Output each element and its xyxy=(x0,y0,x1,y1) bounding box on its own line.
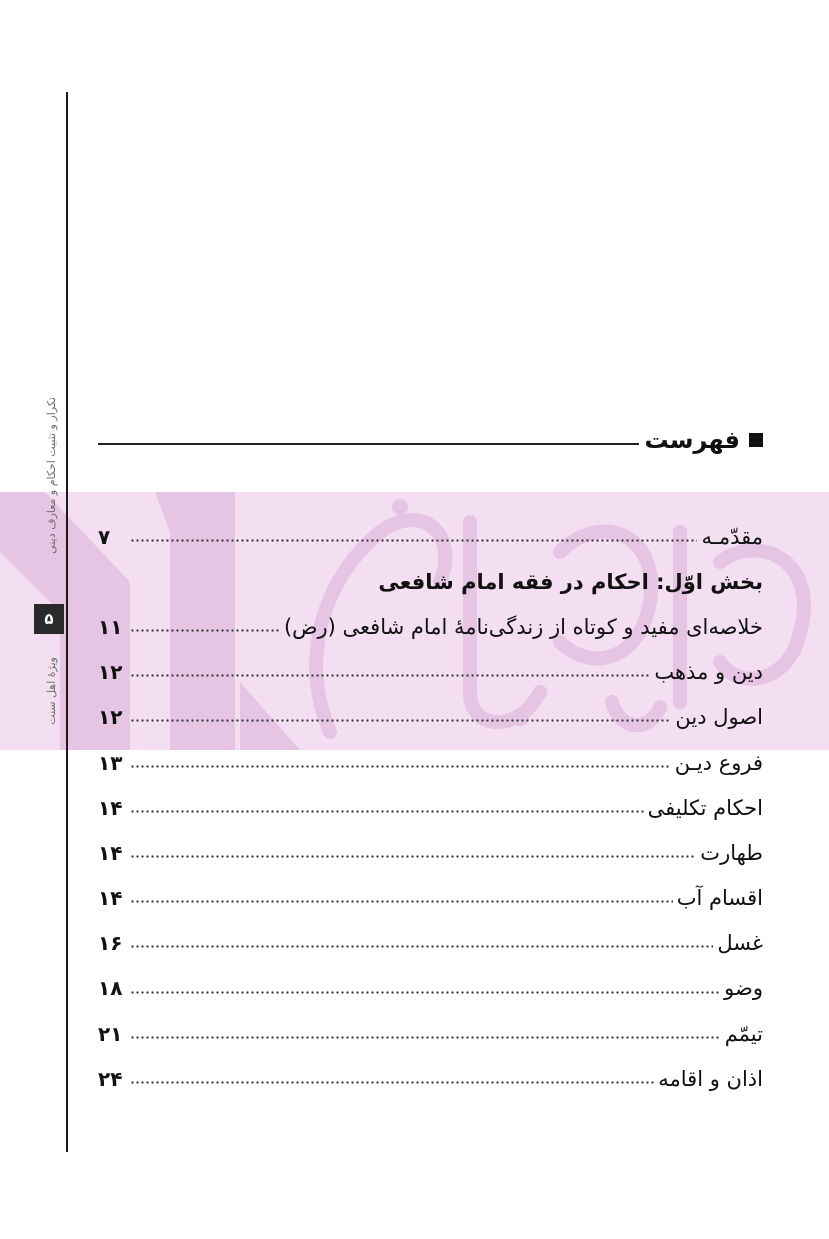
toc-entry[interactable] xyxy=(98,1011,763,1056)
toc-heading xyxy=(98,420,763,460)
toc-section-heading xyxy=(98,559,763,604)
leader-dots xyxy=(130,940,713,954)
toc-entry-title: غسل xyxy=(717,931,763,956)
page-number-badge xyxy=(34,604,64,634)
toc-entry-page: ۱۸ xyxy=(98,976,123,1001)
toc-entry-title: وضو xyxy=(724,976,763,1001)
toc-heading-title: فهرست xyxy=(644,426,740,454)
toc-entry-page: ۱۴ xyxy=(98,795,123,820)
toc-entry[interactable] xyxy=(98,921,763,966)
toc-entry-page: ۲۱ xyxy=(98,1021,123,1046)
toc-entry[interactable] xyxy=(98,830,763,875)
leader-dots xyxy=(130,850,696,864)
toc-entry-page: ۲۴ xyxy=(98,1066,123,1091)
toc-entry[interactable] xyxy=(98,604,763,649)
toc-entry-page: ۱۲ xyxy=(98,660,123,685)
square-bullet-icon xyxy=(749,433,763,447)
leader-dots xyxy=(130,714,671,728)
toc-entry[interactable] xyxy=(98,785,763,830)
toc-entry[interactable] xyxy=(98,695,763,740)
toc-entry-title: اصول دین xyxy=(675,705,763,730)
leader-dots xyxy=(130,759,671,773)
toc-entry[interactable] xyxy=(98,740,763,785)
leader-dots xyxy=(130,804,644,818)
toc-entry-page: ۱۳ xyxy=(98,750,123,775)
toc-entry-title: اقسام آب xyxy=(676,886,763,911)
toc-section-title: بخش اوّل: احکام در فقه امام شافعی xyxy=(378,569,763,594)
toc-entry-title: فروع دیـن xyxy=(674,750,763,775)
toc-entry[interactable] xyxy=(98,1056,763,1101)
toc-entry-page: ۱۲ xyxy=(98,705,123,730)
leader-dots xyxy=(130,669,650,683)
toc-entry-title: اذان و اقامه xyxy=(658,1066,763,1091)
running-header-subtitle xyxy=(36,636,66,746)
toc-entry-page: ۱۴ xyxy=(98,886,123,911)
toc-entry[interactable] xyxy=(98,876,763,921)
toc-entry[interactable] xyxy=(98,514,763,559)
running-header-book-title xyxy=(36,350,66,600)
toc-entry-page: ۱۴ xyxy=(98,840,123,865)
toc-entry-title: مقدّمـه xyxy=(701,524,763,549)
toc-entry-title: دین و مذهب xyxy=(654,660,763,685)
leader-dots xyxy=(130,533,697,547)
toc-entry-page: ۱۶ xyxy=(98,931,123,956)
leader-dots xyxy=(130,1030,721,1044)
margin-rule xyxy=(66,92,68,1152)
leader-dots xyxy=(130,985,720,999)
leader-dots xyxy=(130,1075,654,1089)
toc-entry[interactable] xyxy=(98,650,763,695)
toc-entry-title: خلاصه‌ای مفید و کوتاه از زندگی‌نامهٔ امام شافعی (رض) xyxy=(283,614,763,639)
toc-entry-title: طهارت xyxy=(700,840,763,865)
book-title-text: تکرار و تثبیت احکام و معارف دینی xyxy=(44,396,58,554)
toc-entry-page: ۷ xyxy=(98,524,111,549)
subtitle-text: ویژهٔ اهل سنت xyxy=(44,657,58,725)
leader-dots xyxy=(130,624,280,638)
toc-entry-page: ۱۱ xyxy=(98,614,123,639)
table-of-contents xyxy=(98,514,763,1101)
toc-entry[interactable] xyxy=(98,966,763,1011)
leader-dots xyxy=(130,895,673,909)
toc-entry-title: تیمّم xyxy=(724,1021,763,1046)
page-number-text: ۵ xyxy=(44,610,54,628)
toc-entry-title: احکام تکلیفی xyxy=(647,795,763,820)
heading-rule xyxy=(98,443,639,445)
